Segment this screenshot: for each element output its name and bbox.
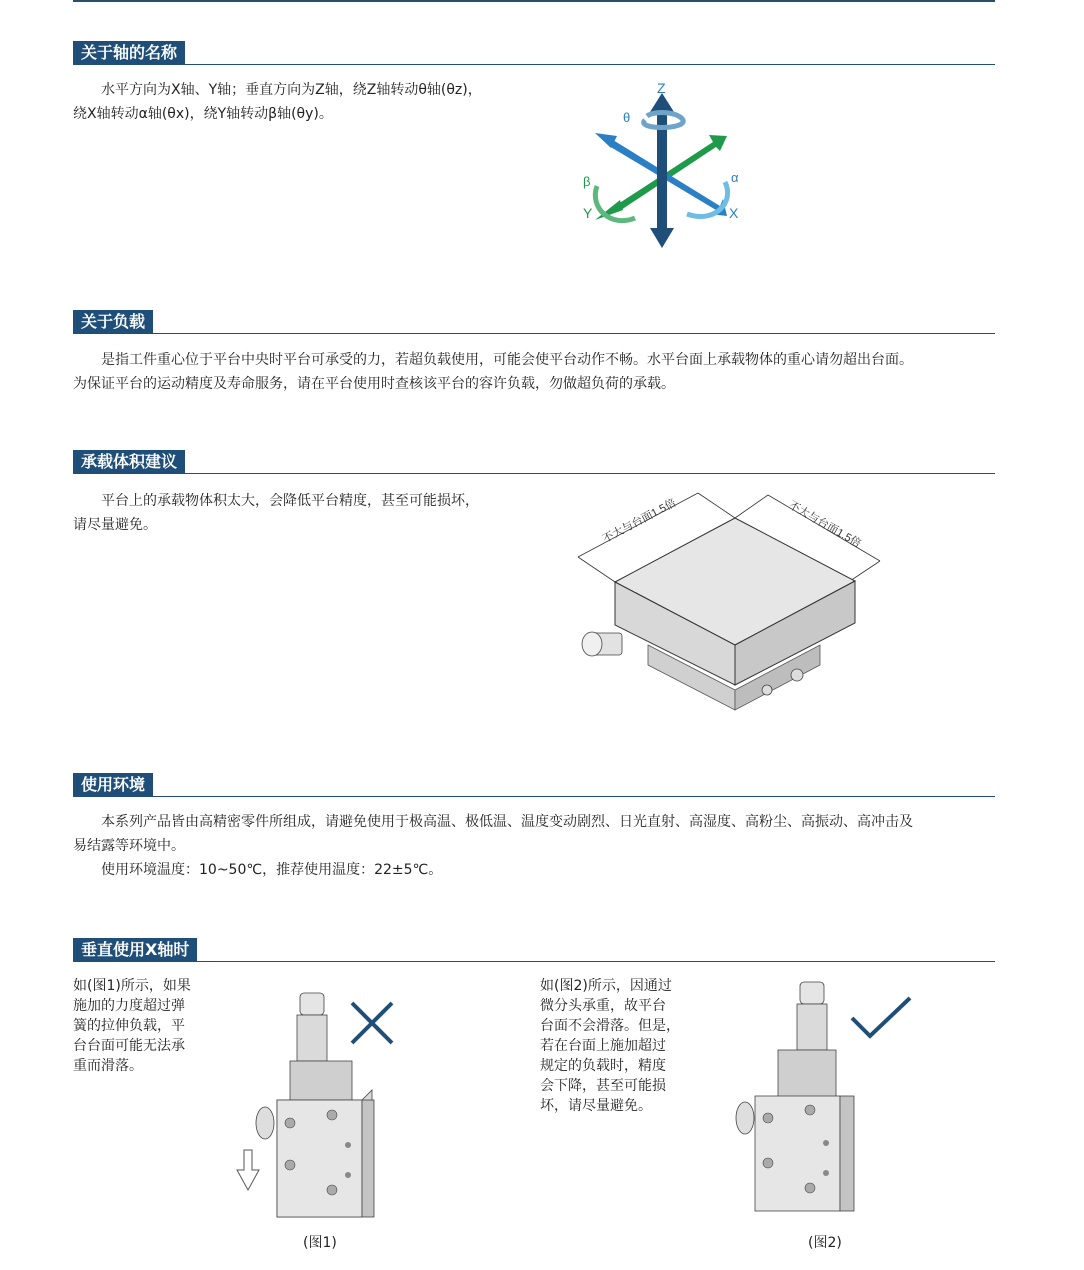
axis-description: 水平方向为X轴、Y轴；垂直方向为Z轴，绕Z轴转动θ轴(θz)， 绕X轴转动α轴(θx)，绕Y轴转动β轴(θy)。 (73, 82, 482, 122)
load-volume-diagram (570, 485, 890, 720)
section-header-load (73, 310, 995, 334)
dimension-label-right: 不大与台面1.5倍 (786, 499, 863, 551)
section-header-axis (73, 41, 995, 65)
figure-1-caption: (图1) (303, 1235, 337, 1251)
figure-2-stage (730, 978, 920, 1223)
section-title: 垂直使用X轴时 (73, 938, 197, 962)
top-divider (73, 0, 995, 2)
volume-description: 平台上的承载物体积太大，会降低平台精度，甚至可能损坏， 请尽量避免。 (73, 493, 479, 533)
down-arrow-icon (237, 1150, 259, 1190)
check-mark-icon (852, 998, 910, 1036)
dimension-label-left: 不大与台面1.5倍 (600, 496, 679, 546)
fig2-description: 如(图2)所示，因通过 微分头承重，故平台 台面不会滑落。但是， 若在台面上施加超过 规定的负载时，精度 会下降，甚至可能损 坏，请尽量避免。 (540, 978, 680, 1114)
figure-1-stage (232, 985, 407, 1220)
fig1-description: 如(图1)所示，如果 施加的力度超过弹 簧的拉伸负载，平 台台面可能无法承 重而滑落。 (73, 978, 191, 1074)
axis-label-y: Y (583, 205, 593, 221)
axis-label-beta: β (583, 174, 591, 189)
axis-label-theta: θ (623, 110, 631, 125)
axis-diagram (575, 78, 755, 253)
section-header-environment (73, 773, 995, 797)
figure-2-caption: (图2) (808, 1235, 842, 1251)
cross-mark-icon (352, 1003, 392, 1043)
section-title: 承载体积建议 (73, 450, 185, 474)
axis-label-z: Z (657, 80, 666, 96)
axis-label-x: X (729, 205, 739, 221)
axis-label-alpha: α (731, 170, 739, 185)
environment-description: 本系列产品皆由高精密零件所组成，请避免使用于极高温、极低温、温度变动剧烈、日光直射、高湿度、高粉尘、高振动、高冲击及 易结露等环境中。 使用环境温度：10~50℃，推荐使用温度：22±5℃。 (73, 814, 913, 878)
section-header-volume (73, 450, 995, 474)
section-header-vertical (73, 938, 995, 962)
load-description: 是指工件重心位于平台中央时平台可承受的力，若超负载使用，可能会使平台动作不畅。水平台面上承载物体的重心请勿超出台面。 为保证平台的运动精度及寿命服务，请在平台使用时查核该平台的容许负载，勿做超负荷的承载。 (73, 352, 913, 392)
section-title: 使用环境 (73, 773, 153, 797)
section-title: 关于负载 (73, 310, 153, 334)
section-title: 关于轴的名称 (73, 41, 185, 65)
